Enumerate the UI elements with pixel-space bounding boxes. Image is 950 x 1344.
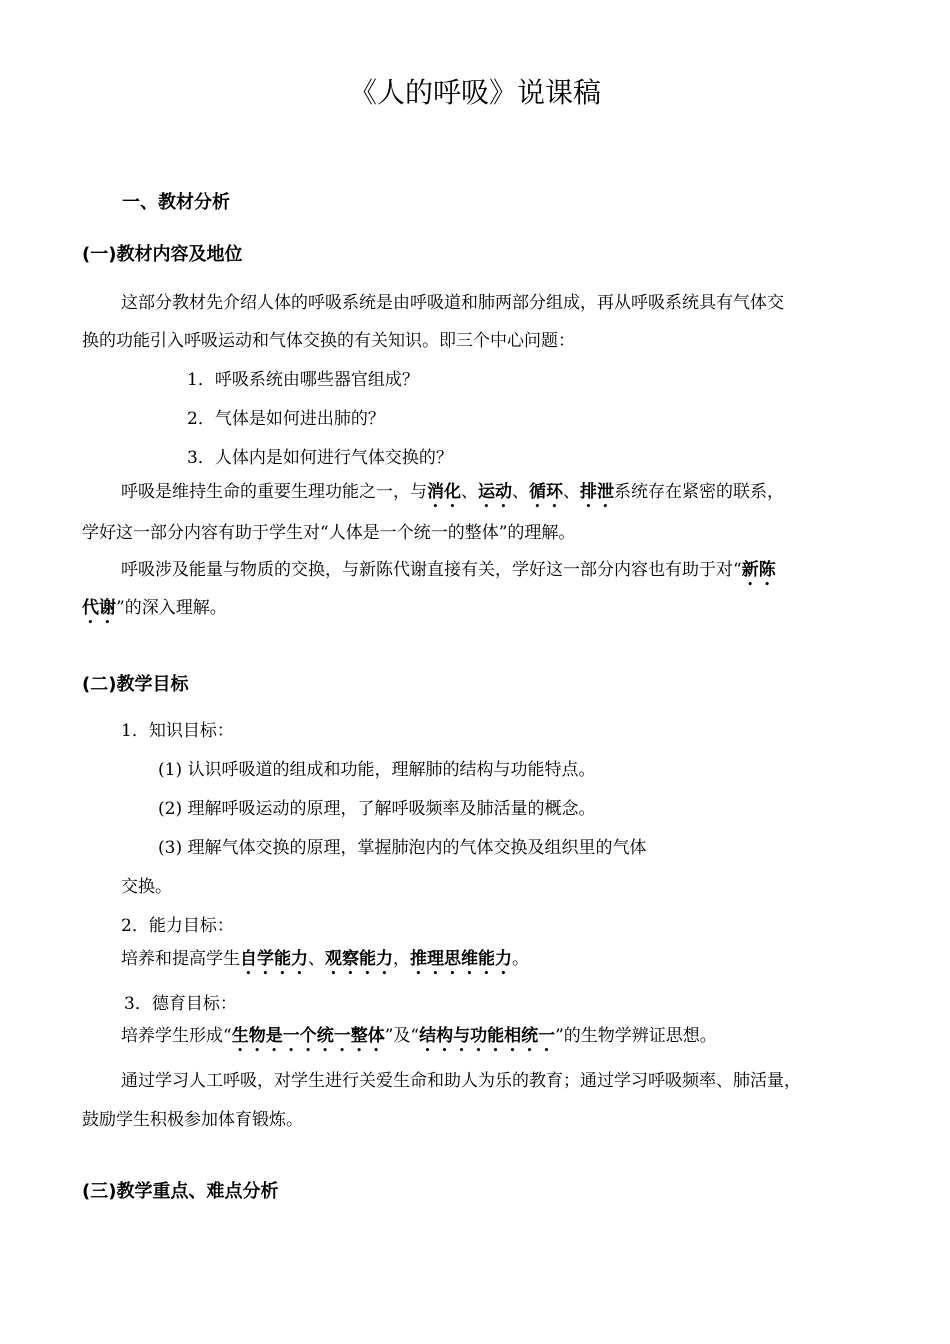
paragraph-1-line-1: 这部分教材先介绍人体的呼吸系统是由呼吸道和肺两部分组成，再从呼吸系统具有气体交 [121, 293, 784, 313]
paragraph-3-text: 呼吸涉及能量与物质的交换，与新陈代谢直接有关，学好这一部分内容也有助于对“ [121, 560, 742, 580]
goal-knowledge-item-3: (3) 理解气体交换的原理，掌握肺泡内的气体交换及组织里的气体 [158, 838, 647, 858]
goal-moral-suffix: ”的生物学辨证思想。 [555, 1026, 717, 1046]
subsection-heading-2: (二)教学目标 [82, 674, 189, 695]
document-title: 《人的呼吸》说课稿 [348, 76, 601, 109]
emphasis-excretion: 排泄 [580, 482, 614, 502]
section-heading-1: 一、教材分析 [122, 192, 230, 213]
goal-moral-prefix: 培养学生形成“ [121, 1026, 232, 1046]
question-2: 2．气体是如何进出肺的？ [187, 409, 385, 429]
paragraph-3-line-2 [82, 597, 227, 628]
paragraph-2-text: 系统存在紧密的联系， [614, 482, 784, 502]
paragraph-4-line-2: 鼓励学生积极参加体育锻炼。 [82, 1110, 303, 1130]
separator: 、 [512, 482, 529, 502]
goal-knowledge-item-1: (1) 认识呼吸道的组成和功能，理解肺的结构与功能特点。 [158, 760, 596, 780]
goal-moral-text [121, 1025, 717, 1056]
subsection-heading-1: (一)教材内容及地位 [82, 244, 243, 265]
paragraph-1-line-2: 换的功能引入呼吸运动和气体交换的有关知识。即三个中心问题： [82, 331, 575, 351]
question-1: 1．呼吸系统由哪些器官组成？ [187, 370, 419, 390]
paragraph-2-line-1 [121, 481, 784, 512]
emphasis-metabolism-part-1: 新陈 [741, 560, 776, 580]
separator: 、 [461, 482, 478, 502]
paragraph-4-line-1: 通过学习人工呼吸，对学生进行关爱生命和助人为乐的教育；通过学习呼吸频率、肺活量， [121, 1071, 801, 1091]
goal-ability-text [121, 948, 529, 979]
paragraph-3-line-1 [121, 559, 776, 590]
emphasis-metabolism-part-2: 代谢 [82, 598, 116, 618]
paragraph-3-text: ”的深入理解。 [116, 598, 227, 618]
separator: 、 [308, 949, 325, 969]
paragraph-2-text: 呼吸是维持生命的重要生理功能之一，与 [121, 482, 427, 502]
emphasis-observation: 观察能力 [325, 949, 393, 969]
emphasis-unified-organism: 生物是一个统一整体 [231, 1026, 385, 1046]
separator: 、 [563, 482, 580, 502]
goal-ability-prefix: 培养和提高学生 [121, 949, 240, 969]
emphasis-circulation: 循环 [529, 482, 563, 502]
emphasis-self-study: 自学能力 [240, 949, 308, 969]
question-3: 3．人体内是如何进行气体交换的？ [187, 448, 453, 468]
separator: ， [393, 949, 410, 969]
subsection-heading-3: (三)教学重点、难点分析 [82, 1181, 279, 1202]
emphasis-reasoning: 推理思维能力 [410, 949, 512, 969]
goal-ability-heading: 2．能力目标： [121, 916, 234, 936]
goal-knowledge-item-3-continued: 交换。 [121, 877, 172, 897]
goal-knowledge-item-2: (2) 理解呼吸运动的原理，了解呼吸频率及肺活量的概念。 [158, 799, 596, 819]
goal-ability-suffix: 。 [512, 949, 529, 969]
emphasis-digestion: 消化 [427, 482, 461, 502]
paragraph-2-line-2: 学好这一部分内容有助于学生对“人体是一个统一的整体”的理解。 [82, 523, 576, 543]
goal-knowledge-heading: 1．知识目标： [121, 721, 234, 741]
goal-moral-heading: 3．德育目标： [124, 994, 237, 1014]
goal-moral-middle: ”及“ [384, 1026, 420, 1046]
emphasis-structure-function: 结构与功能相统一 [419, 1026, 556, 1046]
emphasis-motion: 运动 [478, 482, 512, 502]
